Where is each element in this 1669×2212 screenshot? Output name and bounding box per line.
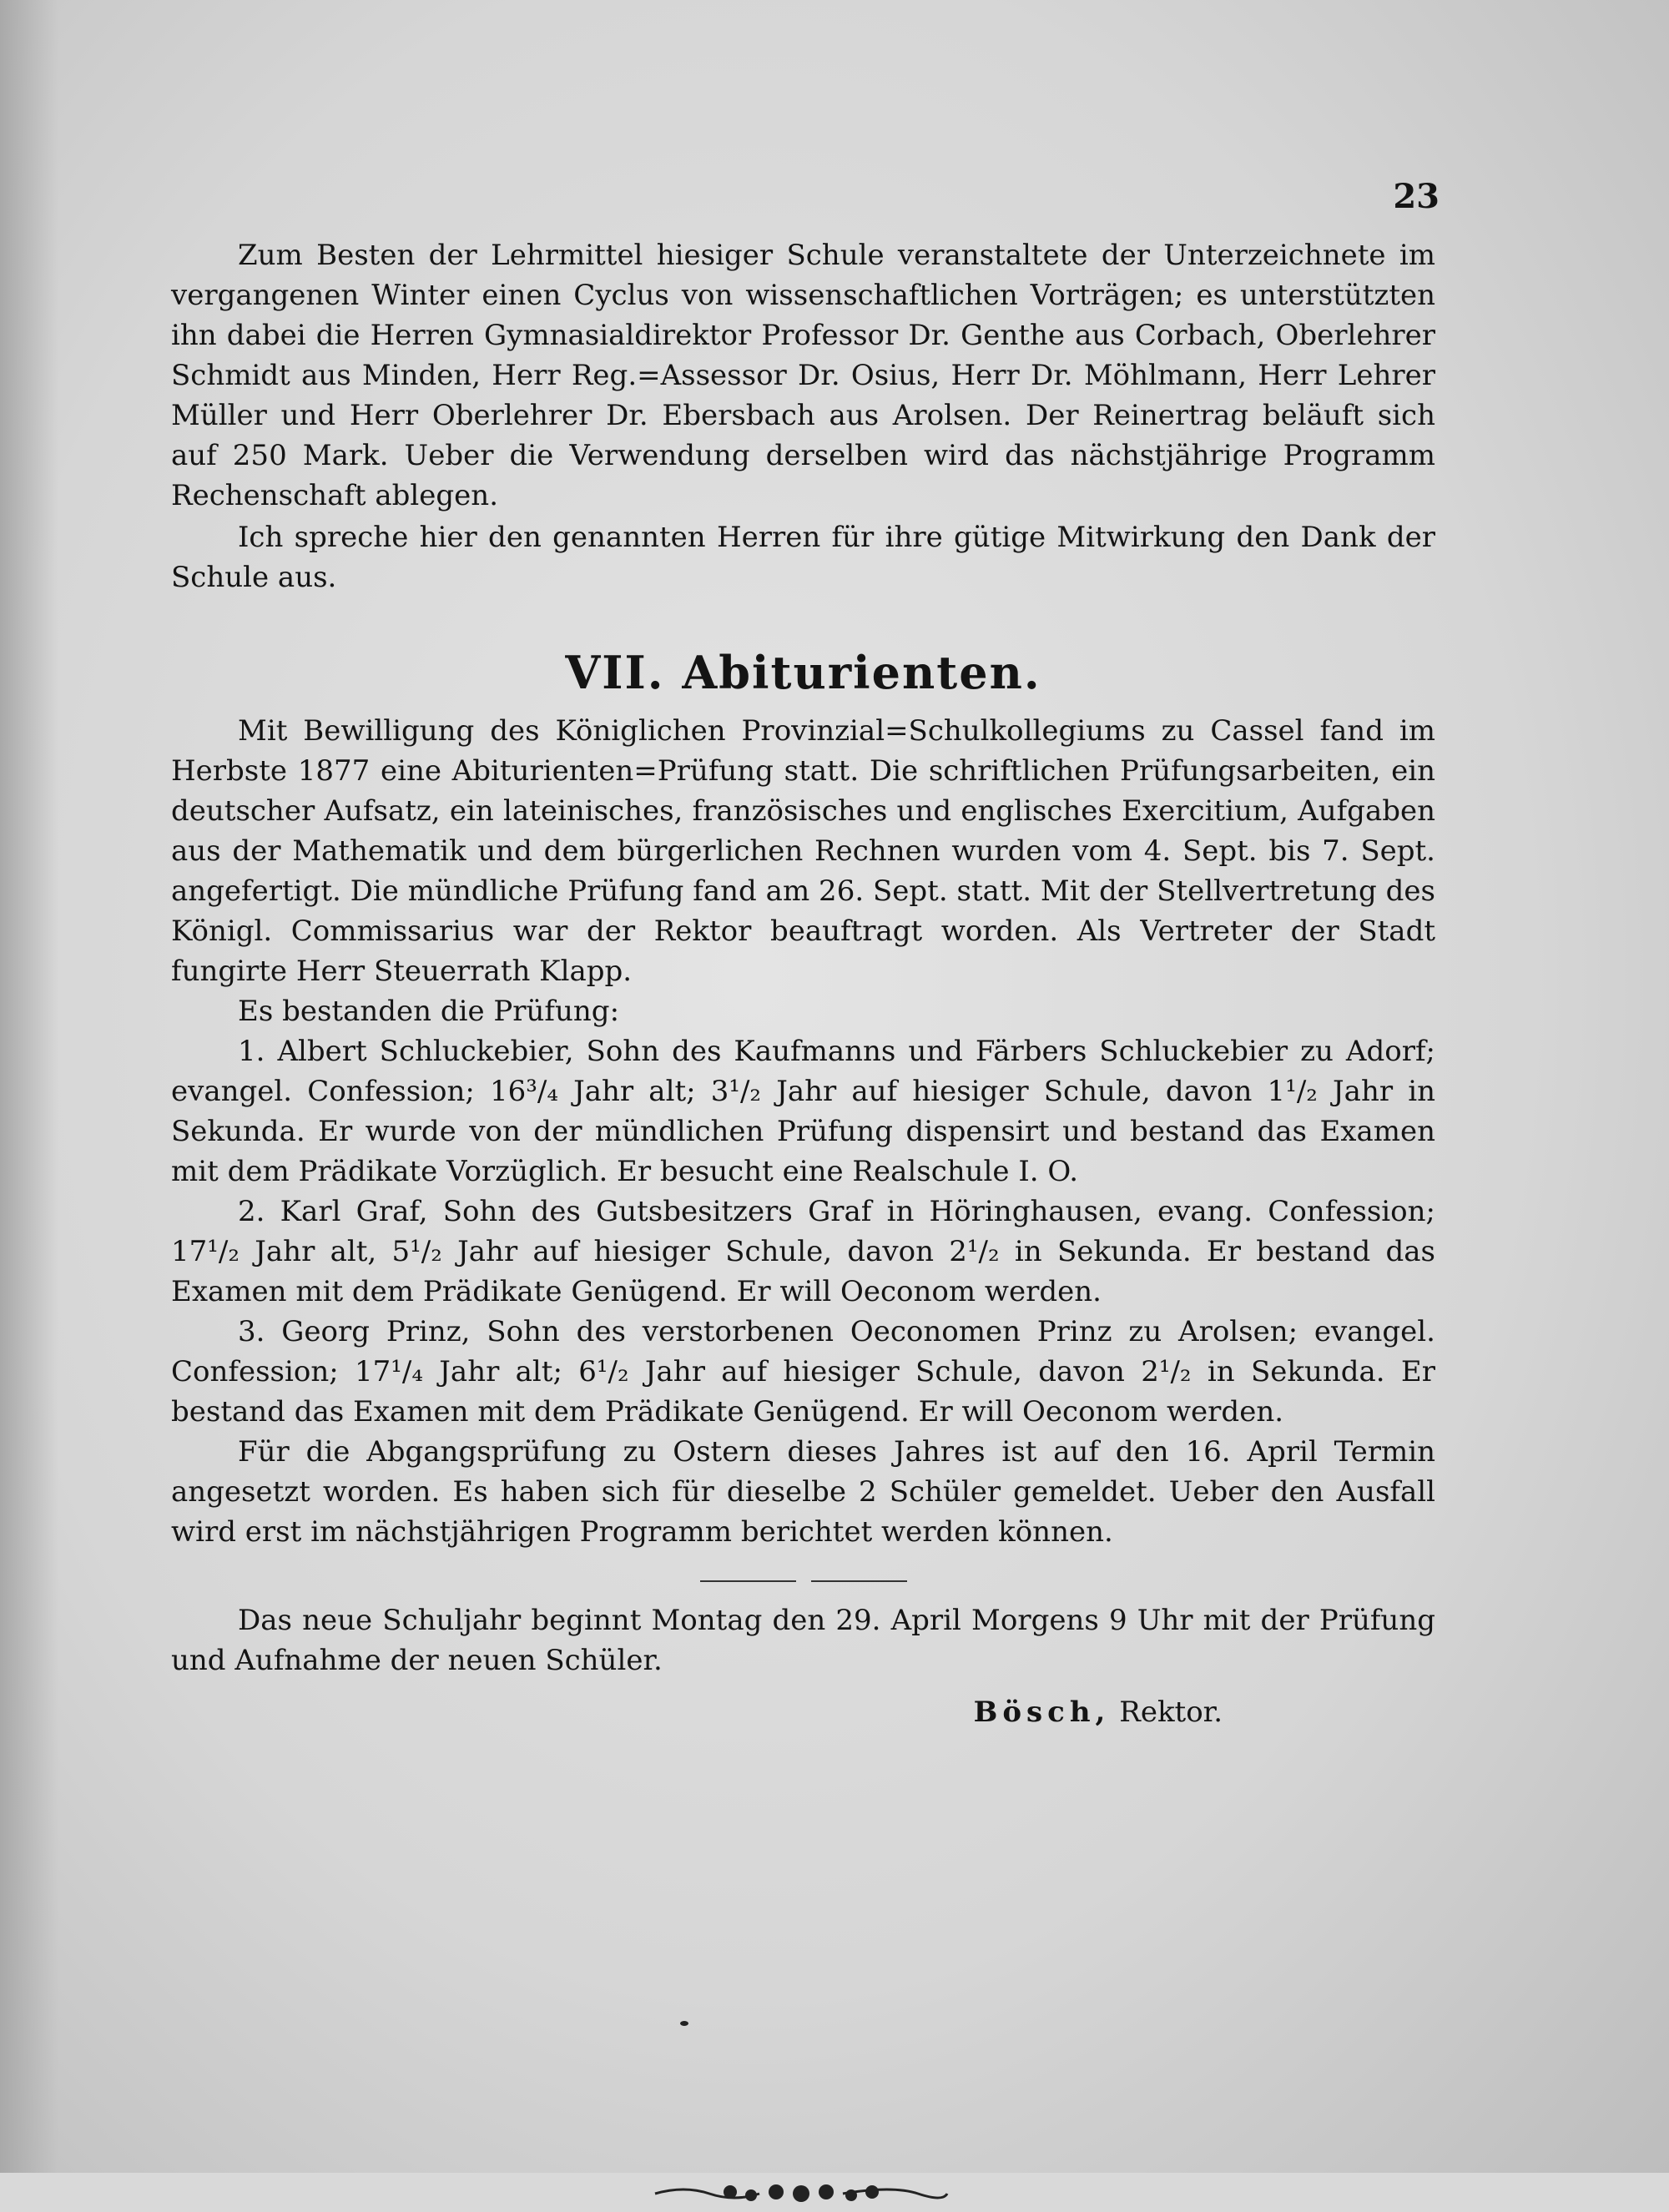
passed-label: Es bestanden die Prüfung: (238, 995, 620, 1028)
section-heading: VII. Abiturienten. (565, 646, 1041, 699)
candidate-item: 1. Albert Schluckebier, Sohn des Kaufmanns und Färbers Schluckebier zu Adorf; evangel. Confession; 16³/₄ Jahr alt; 3¹/₂ Jahr auf hiesiger Schule, davon 1¹/₂ Jahr in Sekunda. Er wurde von der mündlichen Prüfung dispensirt und bestand das Examen mit dem Prädikate Vorzüglich. Er besucht eine Realschule I. O. (171, 1035, 1435, 1188)
page-number: 23 (1393, 177, 1440, 216)
signature-name: Bösch, (973, 1696, 1111, 1729)
signature (171, 1692, 1223, 1732)
ornament-icon (651, 2175, 951, 2212)
section-divider (171, 1580, 1435, 1582)
signature-title: Rektor. (1119, 1696, 1223, 1729)
ink-spot (680, 2021, 688, 2026)
closing-paragraph: Für die Abgangsprüfung zu Ostern dieses Jahres ist auf den 16. April Termin angesetzt worden. Es haben sich für dieselbe 2 Schüler gemeldet. Ueber den Ausfall wird erst im nächstjährigen Programm berichtet werden können. (171, 1435, 1435, 1549)
lecture-series-paragraph: Zum Besten der Lehrmittel hiesiger Schule veranstaltete der Unterzeichnete im vergangenen Winter einen Cyclus von wissenschaftlichen Vorträgen; es unterstützten ihn dabei die Herren Gymnasialdirektor Professor Dr. Genthe aus Corbach, Oberlehrer Schmidt aus Minden, Herr Reg.=Assessor Dr. Osius, Herr Dr. Möhlmann, Herr Lehrer Müller und Herr Oberlehrer Dr. Ebersbach aus Arolsen. Der Reinertrag beläuft sich auf 250 Mark. Ueber die Verwendung derselben wird das nächstjährige Programm Rechenschaft ablegen. (171, 239, 1435, 512)
announcement-paragraph: Das neue Schuljahr beginnt Montag den 29. April Morgens 9 Uhr mit der Prüfung und Aufnahme der neuen Schüler. (171, 1604, 1435, 1677)
candidate-item: 2. Karl Graf, Sohn des Gutsbesitzers Graf in Höringhausen, evang. Confession; 17¹/₂ Jahr alt, 5¹/₂ Jahr auf hiesiger Schule, davon 2¹/₂ in Sekunda. Er bestand das Examen mit dem Prädikate Genügend. Er will Oeconom werden. (171, 1195, 1435, 1308)
page-body (171, 235, 1435, 1732)
candidate-item: 3. Georg Prinz, Sohn des verstorbenen Oeconomen Prinz zu Arolsen; evangel. Confession; 17¹/₄ Jahr alt; 6¹/₂ Jahr auf hiesiger Schule, davon 2¹/₂ in Sekunda. Er bestand das Examen mit dem Prädikate Genügend. Er will Oeconom werden. (171, 1315, 1435, 1428)
thanks-paragraph: Ich spreche hier den genannten Herren für ihre gütige Mitwirkung den Dank der Schule aus. (171, 521, 1435, 594)
exam-intro-paragraph: Mit Bewilligung des Königlichen Provinzial=Schulkollegiums zu Cassel fand im Herbste 1877 eine Abiturienten=Prüfung statt. Die schriftlichen Prüfungsarbeiten, ein deutscher Aufsatz, ein lateinisches, französisches und englisches Exercitium, Aufgaben aus der Mathematik und dem bürgerlichen Rechnen wurden vom 4. Sept. bis 7. Sept. angefertigt. Die mündliche Prüfung fand am 26. Sept. statt. Mit der Stellvertretung des Königl. Commissarius war der Rektor beauftragt worden. Als Vertreter der Stadt fungirte Herr Steuerrath Klapp. (171, 714, 1435, 988)
